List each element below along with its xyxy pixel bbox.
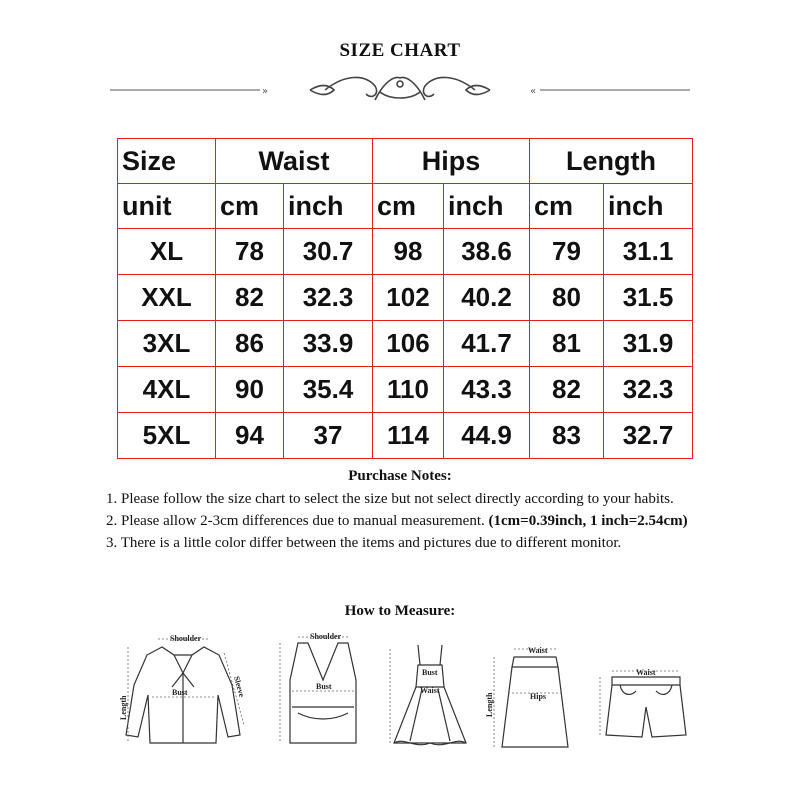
unit-cell: cm — [373, 184, 444, 229]
value-cell: 94 — [216, 413, 284, 459]
size-cell: 5XL — [118, 413, 216, 459]
how-to-measure-title: How to Measure: — [344, 603, 456, 619]
waist-label: Waist — [420, 686, 440, 695]
note-2-conversion: (1cm=0.39inch, 1 inch=2.54cm) — [488, 513, 688, 529]
table-row — [118, 229, 693, 275]
value-cell: 79 — [530, 229, 604, 275]
svg-text:»: » — [262, 86, 269, 97]
header-hips: Hips — [373, 139, 530, 184]
value-cell: 31.1 — [604, 229, 693, 275]
purchase-notes — [106, 488, 706, 554]
size-cell: XXL — [118, 275, 216, 321]
size-chart-table — [117, 138, 693, 459]
value-cell: 30.7 — [284, 229, 373, 275]
header-size: Size — [118, 139, 216, 184]
value-cell: 32.7 — [604, 413, 693, 459]
bust-label: Bust — [316, 682, 332, 691]
svg-text:«: « — [530, 86, 537, 97]
shoulder-label: Shoulder — [170, 634, 202, 643]
value-cell: 31.9 — [604, 321, 693, 367]
size-cell: XL — [118, 229, 216, 275]
value-cell: 35.4 — [284, 367, 373, 413]
table-header-row — [118, 139, 693, 184]
value-cell: 82 — [216, 275, 284, 321]
header-waist: Waist — [216, 139, 373, 184]
size-cell: 4XL — [118, 367, 216, 413]
value-cell: 40.2 — [444, 275, 530, 321]
value-cell: 90 — [216, 367, 284, 413]
size-cell: 3XL — [118, 321, 216, 367]
value-cell: 102 — [373, 275, 444, 321]
value-cell: 44.9 — [444, 413, 530, 459]
unit-cell: cm — [530, 184, 604, 229]
shirt-diagram — [112, 625, 262, 755]
shorts-diagram — [590, 625, 700, 755]
value-cell: 82 — [530, 367, 604, 413]
unit-cell: inch — [444, 184, 530, 229]
value-cell: 78 — [216, 229, 284, 275]
shoulder-label: Shoulder — [310, 632, 342, 641]
header-length: Length — [530, 139, 693, 184]
value-cell: 31.5 — [604, 275, 693, 321]
table-row — [118, 321, 693, 367]
value-cell: 33.9 — [284, 321, 373, 367]
ornament-divider — [110, 70, 690, 110]
waist-label: Waist — [636, 668, 656, 677]
table-row — [118, 275, 693, 321]
value-cell: 106 — [373, 321, 444, 367]
length-label: Length — [119, 695, 128, 720]
value-cell: 114 — [373, 413, 444, 459]
value-cell: 41.7 — [444, 321, 530, 367]
hips-label: Hips — [530, 692, 547, 701]
bust-label: Bust — [422, 668, 438, 677]
dress-diagram — [380, 625, 480, 755]
table-row — [118, 367, 693, 413]
value-cell: 32.3 — [604, 367, 693, 413]
note-2 — [106, 510, 706, 532]
value-cell: 38.6 — [444, 229, 530, 275]
sleeve-label: Sleeve — [232, 675, 247, 699]
note-3: 3. There is a little color differ between the items and pictures due to different monitor. — [106, 535, 622, 551]
unit-cell: inch — [604, 184, 693, 229]
skirt-diagram — [480, 625, 590, 755]
table-row — [118, 413, 693, 459]
tank-top-diagram — [268, 625, 378, 755]
value-cell: 81 — [530, 321, 604, 367]
unit-label: unit — [118, 184, 216, 229]
value-cell: 32.3 — [284, 275, 373, 321]
table-unit-row — [118, 184, 693, 229]
unit-cell: cm — [216, 184, 284, 229]
value-cell: 110 — [373, 367, 444, 413]
value-cell: 37 — [284, 413, 373, 459]
note-2-text: 2. Please allow 2-3cm differences due to manual measurement. — [106, 513, 485, 529]
bust-label: Bust — [172, 688, 188, 697]
note-1: 1. Please follow the size chart to select the size but not select directly according to your habits. — [106, 491, 674, 507]
length-label: Length — [485, 692, 494, 717]
unit-cell: inch — [284, 184, 373, 229]
value-cell: 83 — [530, 413, 604, 459]
value-cell: 80 — [530, 275, 604, 321]
waist-label: Waist — [528, 646, 548, 655]
page-title: SIZE CHART — [339, 40, 461, 61]
purchase-notes-title: Purchase Notes: — [348, 468, 452, 484]
value-cell: 98 — [373, 229, 444, 275]
value-cell: 43.3 — [444, 367, 530, 413]
value-cell: 86 — [216, 321, 284, 367]
